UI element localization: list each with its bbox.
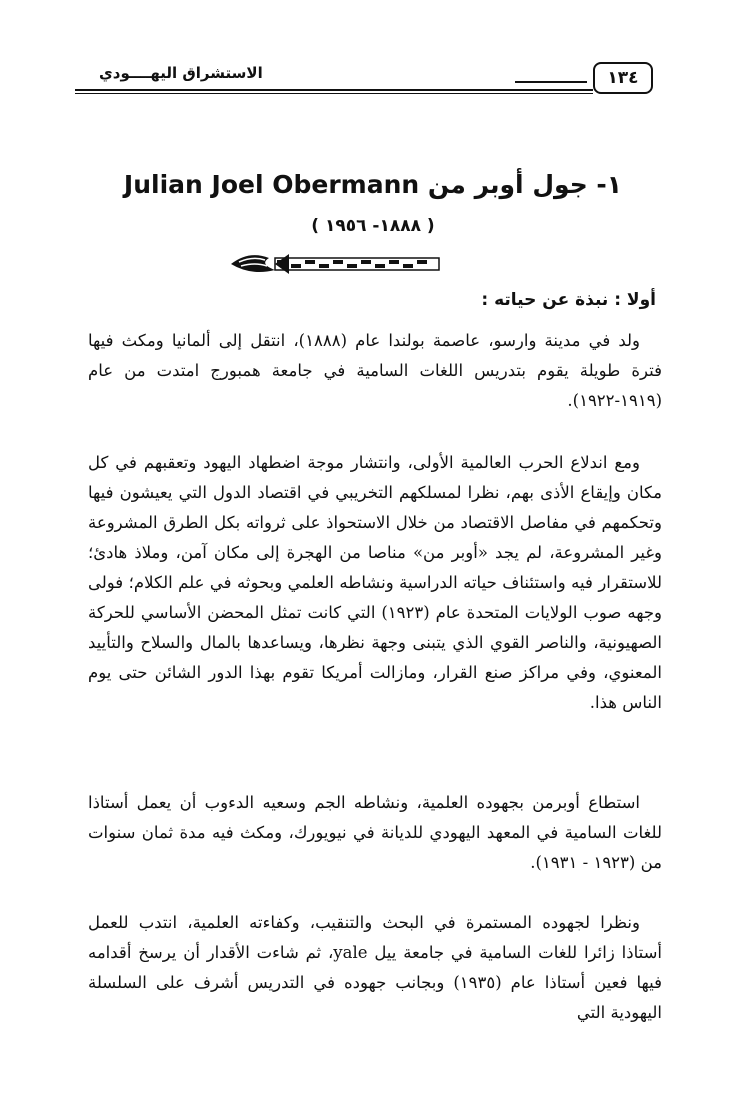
running-title: الاستشراق اليهــــودي — [95, 64, 267, 82]
page-header — [75, 62, 653, 92]
header-connector — [515, 81, 587, 83]
lifespan-years: ( ١٨٨٨- ١٩٥٦ ) — [311, 216, 435, 236]
paragraph-text: ونظرا لجهوده المستمرة في البحث والتنقيب، وكفاءته العلمية، انتدب للعمل أستاذا زائرا للغات السامية في جامعة ييل yale، ثم شاءت الأقدار أن يرسخ أقدامه فيها فعين أستاذا عام (١٩٣٥) وبجانب جهوده في التدريس أشرف على السلسلة اليهودية التي — [88, 913, 662, 1022]
paragraph-3 — [88, 788, 662, 878]
paragraph-1 — [88, 326, 662, 416]
paragraph-text: ولد في مدينة وارسو، عاصمة بولندا عام (١٨٨٨)، انتقل إلى ألمانيا ومكث فيها فترة طويلة يقوم بتدريس اللغات السامية في جامعة همبورج امتدت من عام (١٩١٩-١٩٢٢). — [88, 331, 662, 410]
subheading-biography: أولا : نبذة عن حياته : — [481, 290, 656, 310]
header-rule-thin — [75, 93, 593, 94]
page-number: ١٣٤ — [593, 62, 653, 94]
paragraph-text: استطاع أوبرمن بجهوده العلمية، ونشاطه الجم وسعيه الدءوب أن يعمل أستاذا للغات السامية في المعهد اليهودي للديانة في نيويورك، ومكث فيه مدة ثمان سنوات من (١٩٢٣ - ١٩٣١). — [88, 793, 662, 872]
paragraph-text: ومع اندلاع الحرب العالمية الأولى، وانتشار موجة اضطهاد اليهود وتعقبهم في كل مكان وإيقاع الأذى بهم، نظرا لمسلكهم التخريبي في اقتصاد الدول التي يعيشون فيها وتحكمهم في مفاصل الاقتصاد من خلال الاستحواذ على ثرواته بكل الطرق المشروعة وغير المشروعة، لم يجد «أوبر من» مناصا من الهجرة إلى مكان آمن، وملاذ هادئ؛ للاستقرار فيه واستئناف حياته الدراسية ونشاطه العلمي وبحوثه في علم الكلام؛ فولى وجهه صوب الولايات المتحدة عام (١٩٢٣) التي كانت تمثل المحضن الأساسي للحركة الصهيونية، والناصر القوي الذي يتبنى وجهة نظرها، ويساعدها بالمال والسلاح والتأييد المعنوي، وفي مراكز صنع القرار، ومازالت أمريكا تقوم بهذا الدور الشائن حتى يوم الناس هذا. — [88, 453, 662, 712]
header-rule — [75, 89, 593, 91]
paragraph-2 — [88, 448, 662, 718]
decorative-divider-icon — [229, 244, 441, 278]
paragraph-4 — [88, 908, 662, 1028]
section-title: ١- جول أوبر من Julian Joel Obermann — [123, 170, 623, 199]
